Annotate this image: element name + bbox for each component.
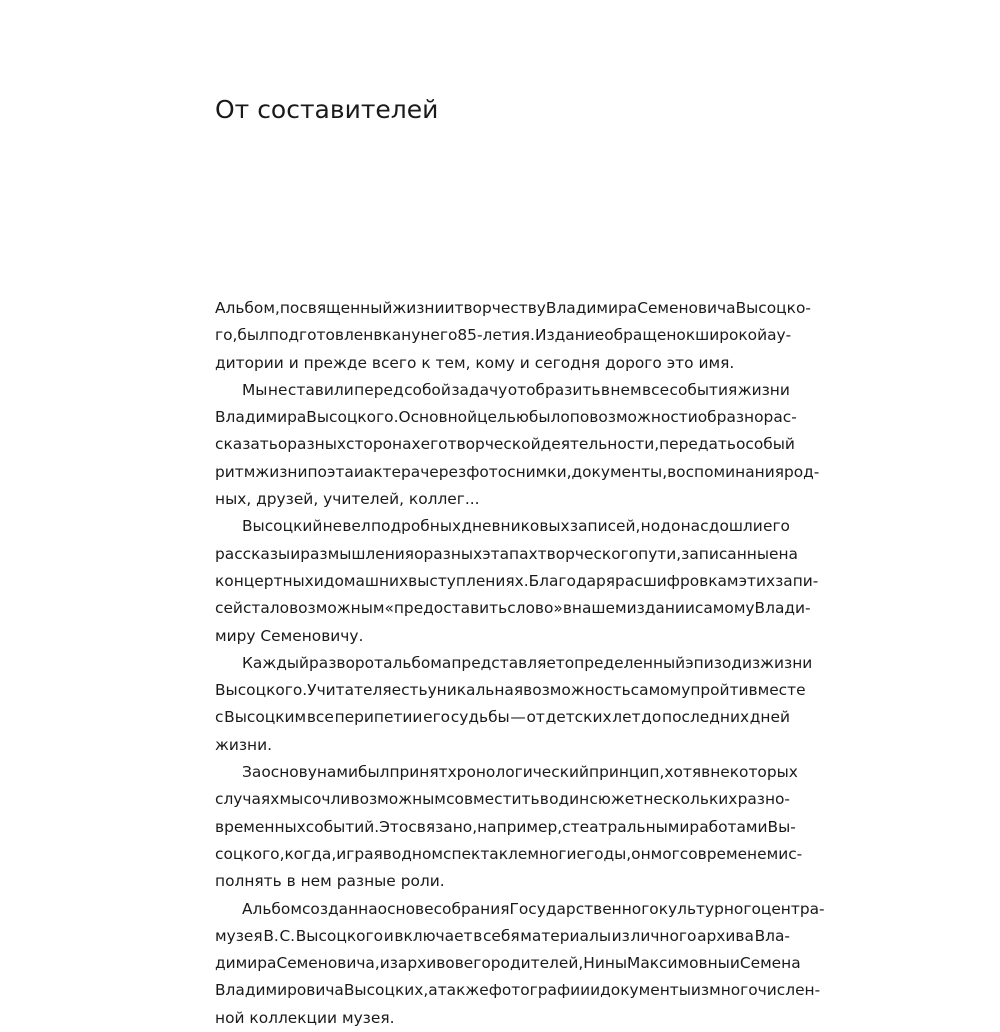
- text-line: ной коллекции музея.: [215, 1008, 395, 1027]
- text-line: случаях мы сочли возможным совместить в один сюжет нескольких разно-: [215, 790, 790, 809]
- text-line: с Высоцким все перипетии его судьбы — от детских лет до последних дней: [215, 708, 790, 727]
- text-line: полнять в нем разные роли.: [215, 872, 445, 891]
- text-line: Альбом создан на основе собрания Государственного культурного центра-: [242, 899, 825, 918]
- text-line: Мы не ставили перед собой задачу отобразить в нем все события жизни: [242, 380, 790, 399]
- text-line: Высоцкий не вел подробных дневниковых записей, но до нас дошли его: [242, 517, 790, 536]
- paragraph: [215, 759, 803, 895]
- text-line: го, был подготовлен в канун его 85-летия. Издание обращено к широкой ау-: [215, 326, 792, 345]
- text-line: Владимировича Высоцких, а также фотографии и документы из многочислен-: [215, 981, 821, 1000]
- text-line: соцкого, когда, играя в одном спектакле многие годы, он мог со временем ис-: [215, 844, 803, 863]
- text-line: временных событий. Это связано, например, с театральными работами Вы-: [215, 817, 796, 836]
- text-line: Каждый разворот альбома представляет определенный эпизод из жизни: [242, 653, 813, 672]
- text-line: Владимира Высоцкого. Основной целью было по возможности образно рас-: [215, 408, 797, 427]
- paragraph: [215, 896, 825, 1032]
- text-line: Альбом, посвященный жизни и творчеству Владимира Семеновича Высоцко-: [215, 299, 811, 317]
- text-line: рассказы и размышления о разных этапах творческого пути, записанные на: [215, 544, 798, 563]
- paragraph: [215, 295, 811, 377]
- text-line: димира Семеновича, из архивов его родителей, Нины Максимовны и Семена: [215, 954, 801, 973]
- text-line: ных, друзей, учителей, коллег...: [215, 490, 480, 509]
- text-line: концертных и домашних выступлениях. Благодаря расшифровкам этих запи-: [215, 571, 819, 590]
- page-title: От составителей: [215, 95, 439, 124]
- body-text: [215, 295, 825, 1032]
- text-line: миру Семеновичу.: [215, 626, 364, 645]
- text-line: За основу нами был принят хронологический принцип, хотя в некоторых: [242, 763, 798, 782]
- text-line: музея В. С. Высоцкого и включает в себя материалы из личного архива Вла-: [215, 926, 790, 945]
- text-line: Высоцкого. У читателя есть уникальная возможность самому пройти вместе: [215, 681, 806, 700]
- text-line: ритм жизни поэта и актера через фотоснимки, документы, воспоминания род-: [215, 462, 820, 481]
- paragraph: [215, 513, 819, 649]
- text-line: жизни.: [215, 735, 273, 754]
- text-line: дитории и прежде всего к тем, кому и сегодня дорого это имя.: [215, 353, 735, 372]
- paragraph: [215, 650, 813, 759]
- text-line: сказать о разных сторонах его творческой деятельности, передать особый: [215, 435, 795, 454]
- text-line: сей стало возможным «предоставить слово» в нашем издании самому Влади-: [215, 599, 811, 618]
- paragraph: [215, 377, 820, 513]
